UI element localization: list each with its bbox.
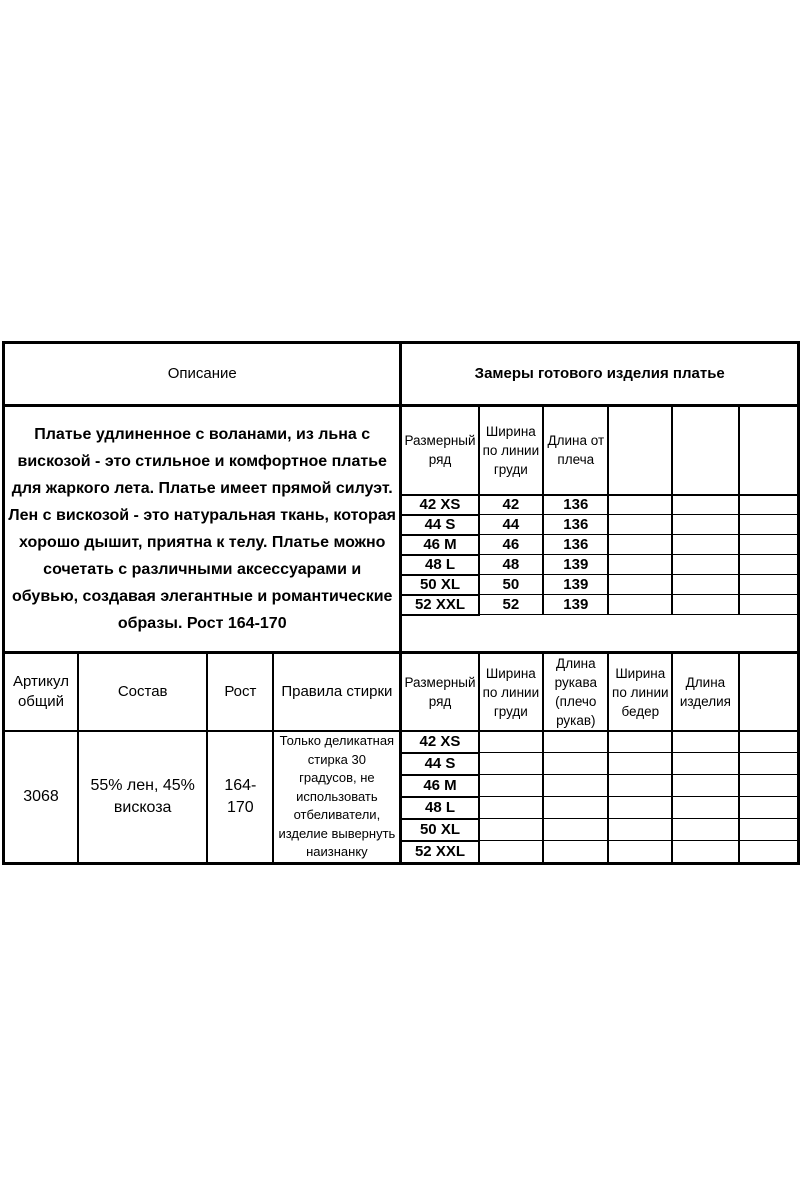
column-header-chest-width: Ширина по линии груди	[479, 406, 544, 495]
header-washing: Правила стирки	[273, 653, 401, 732]
article-value: 3068	[4, 731, 78, 863]
column-header-size-range: Размерный ряд	[401, 406, 479, 495]
size-cell: 50 XL	[401, 575, 479, 595]
spacer-cell	[401, 615, 799, 653]
column-header-sleeve-length: Длина рукава (плечо рукав)	[543, 653, 608, 732]
chest-cell: 50	[479, 575, 544, 595]
length-cell: 136	[543, 495, 608, 515]
length-cell: 139	[543, 555, 608, 575]
table-row	[4, 731, 799, 753]
size-cell: 48 L	[401, 555, 479, 575]
size-cell: 52 XXL	[401, 595, 479, 615]
size-cell: 42 XS	[401, 731, 479, 753]
washing-instructions: Только деликатная стирка 30 градусов, не использовать отбеливатели, изделие вывернуть наизнанку	[273, 731, 401, 863]
description-section-title: Описание	[4, 343, 401, 406]
column-header-chest-width-2: Ширина по линии груди	[479, 653, 544, 732]
size-cell: 52 XXL	[401, 841, 479, 863]
column-header-empty-4	[739, 653, 799, 732]
product-spec-table	[2, 341, 800, 865]
column-header-size-range-2: Размерный ряд	[401, 653, 479, 732]
composition-value: 55% лен, 45% вискоза	[78, 731, 207, 863]
measurements-header-row	[4, 406, 799, 495]
height-value: 164-170	[207, 731, 273, 863]
size-cell: 44 S	[401, 753, 479, 775]
header-composition: Состав	[78, 653, 207, 732]
chest-cell: 44	[479, 515, 544, 535]
section-title-row	[4, 343, 799, 406]
size-cell: 44 S	[401, 515, 479, 535]
length-cell: 139	[543, 595, 608, 615]
column-header-empty-2	[672, 406, 739, 495]
size-cell: 46 M	[401, 775, 479, 797]
column-header-shoulder-length: Длина от плеча	[543, 406, 608, 495]
chest-cell: 52	[479, 595, 544, 615]
header-article: Артикул общий	[4, 653, 78, 732]
chest-cell: 46	[479, 535, 544, 555]
column-header-empty-3	[739, 406, 799, 495]
measurements-section-title: Замеры готового изделия платье	[401, 343, 799, 406]
column-header-item-length: Длина изделия	[672, 653, 739, 732]
length-cell: 136	[543, 535, 608, 555]
size-cell: 50 XL	[401, 819, 479, 841]
length-cell: 139	[543, 575, 608, 595]
header-height: Рост	[207, 653, 273, 732]
description-text: Платье удлиненное с воланами, из льна с вискозой - это стильное и комфортное платье для жаркого лета. Платье имеет прямой силуэт. Лен с вискозой - это натуральная ткань, которая хорошо дышит, приятна к телу. Платье можно сочетать с различными аксессуарами и обувью, создавая элегантные и романтические образы. Рост 164-170	[4, 406, 401, 653]
column-header-empty-1	[608, 406, 672, 495]
chest-cell: 42	[479, 495, 544, 515]
length-cell: 136	[543, 515, 608, 535]
column-header-hip-width: Ширина по линии бедер	[608, 653, 672, 732]
size-cell: 48 L	[401, 797, 479, 819]
size-cell: 42 XS	[401, 495, 479, 515]
details-header-row	[4, 653, 799, 732]
chest-cell: 48	[479, 555, 544, 575]
size-cell: 46 M	[401, 535, 479, 555]
